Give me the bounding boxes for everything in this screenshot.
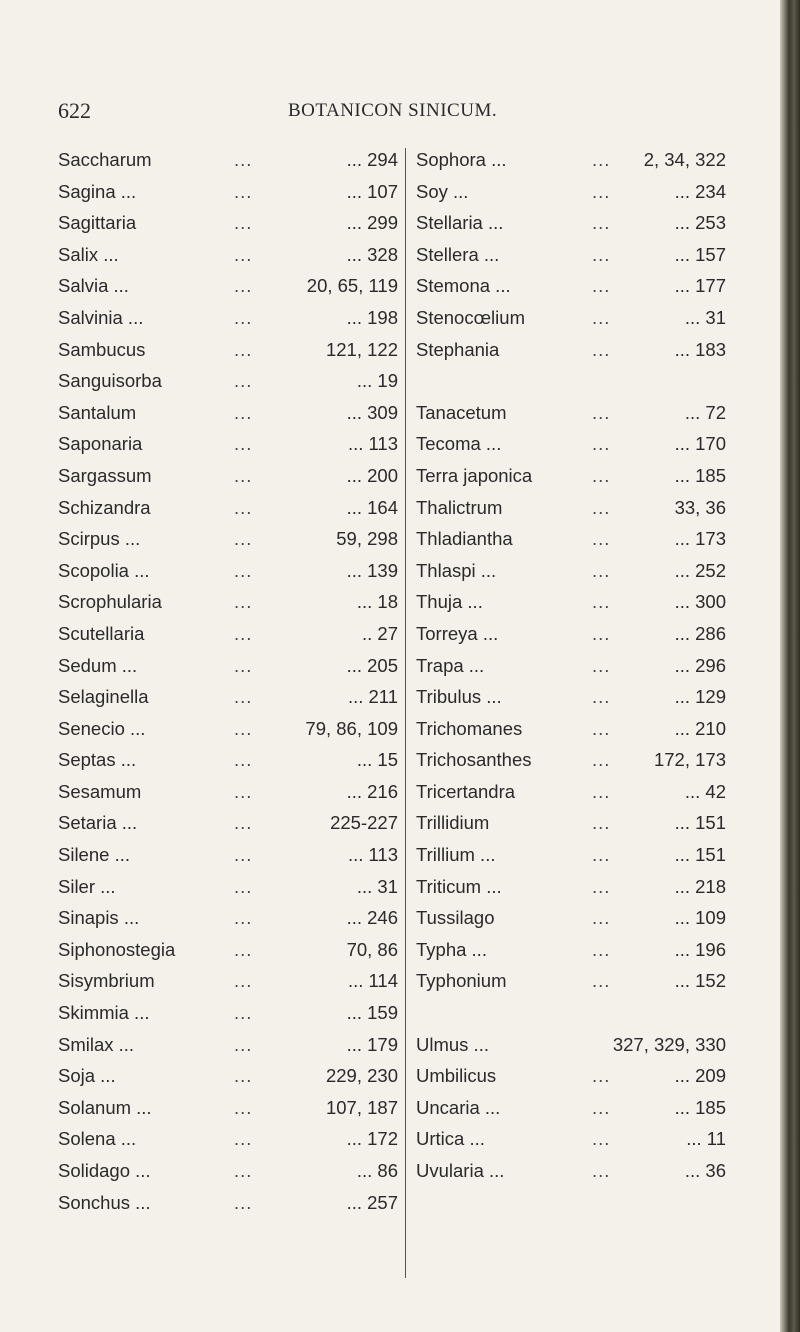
entry-term: Thlaspi ... bbox=[416, 559, 497, 581]
entry-term: Tussilago bbox=[416, 907, 495, 929]
entry-term: Salvia ... bbox=[58, 275, 129, 297]
entry-pages: ... 196 bbox=[674, 938, 726, 960]
entry-term: Siphonostegia bbox=[58, 938, 176, 960]
entry-leader-dots: ... bbox=[592, 149, 611, 170]
entry-pages: ... 177 bbox=[674, 275, 726, 297]
entry-term: Scopolia ... bbox=[58, 559, 150, 581]
entry-term: Scrophularia bbox=[58, 591, 162, 613]
entry-leader-dots: ... bbox=[234, 970, 253, 992]
entry-term: Stemona ... bbox=[416, 275, 511, 297]
entry-term: Sagina ... bbox=[58, 180, 137, 202]
entry-pages: ... 246 bbox=[346, 907, 398, 929]
index-entry bbox=[416, 681, 726, 713]
index-entry bbox=[416, 428, 726, 460]
index-entry bbox=[58, 965, 398, 997]
entry-pages: ... 185 bbox=[674, 1096, 726, 1118]
entry-term: Stephania bbox=[416, 338, 500, 360]
entry-pages: ... 185 bbox=[674, 464, 726, 486]
entry-leader-dots: ... bbox=[234, 559, 253, 581]
entry-pages: ... 200 bbox=[346, 464, 398, 486]
index-entry bbox=[416, 807, 726, 839]
entry-term: Stellera ... bbox=[416, 243, 500, 265]
entry-pages: ... 209 bbox=[674, 1065, 726, 1087]
index-entry bbox=[58, 207, 398, 239]
index-entry bbox=[58, 681, 398, 713]
entry-leader-dots: ... bbox=[234, 338, 253, 360]
entry-term: Tribulus ... bbox=[416, 686, 502, 708]
entry-leader-dots: ... bbox=[234, 306, 253, 328]
entry-term: Sesamum bbox=[58, 780, 142, 802]
index-entry bbox=[416, 523, 726, 555]
entry-leader-dots: ... bbox=[592, 749, 611, 771]
entry-term: Sonchus ... bbox=[58, 1191, 151, 1213]
entry-term: Sisymbrium bbox=[58, 970, 155, 992]
entry-leader-dots: ... bbox=[234, 1065, 253, 1087]
entry-leader-dots: ... bbox=[234, 212, 253, 234]
entry-pages: 225-227 bbox=[330, 812, 398, 834]
entry-term: Stenocœlium bbox=[416, 306, 525, 328]
entry-term: Uncaria ... bbox=[416, 1096, 501, 1118]
entry-term: Thalictrum bbox=[416, 496, 503, 518]
index-entry bbox=[416, 586, 726, 618]
entry-term: Torreya ... bbox=[416, 622, 499, 644]
entry-pages: ... 159 bbox=[346, 1002, 398, 1024]
entry-leader-dots: ... bbox=[592, 306, 611, 328]
entry-leader-dots: ... bbox=[592, 464, 611, 486]
entry-pages: ... 113 bbox=[347, 433, 398, 455]
index-entry bbox=[58, 1060, 398, 1092]
letter-section-gap bbox=[416, 365, 726, 397]
column-divider bbox=[405, 148, 406, 1278]
entry-pages: ... 257 bbox=[346, 1191, 398, 1213]
entry-term: Uvularia ... bbox=[416, 1160, 505, 1181]
index-entry bbox=[58, 555, 398, 587]
index-entry bbox=[416, 207, 726, 239]
entry-leader-dots: ... bbox=[592, 275, 611, 297]
entry-pages: ... 294 bbox=[346, 149, 398, 170]
entry-leader-dots: ... bbox=[592, 780, 611, 802]
index-entry bbox=[416, 176, 726, 208]
entry-pages: 327, 329, 330 bbox=[612, 1033, 726, 1055]
index-entry bbox=[416, 334, 726, 366]
entry-leader-dots: ... bbox=[592, 559, 611, 581]
entry-pages: ... 205 bbox=[346, 654, 398, 676]
entry-pages: ... 253 bbox=[674, 212, 726, 234]
index-entry bbox=[58, 902, 398, 934]
entry-term: Typha ... bbox=[416, 938, 487, 960]
entry-term: Septas ... bbox=[58, 749, 137, 771]
entry-pages: ... 151 bbox=[674, 844, 726, 866]
entry-pages: 121, 122 bbox=[325, 338, 398, 360]
entry-term: Silene ... bbox=[58, 844, 130, 866]
entry-term: Soy ... bbox=[416, 180, 469, 202]
entry-leader-dots: ... bbox=[234, 1002, 253, 1024]
entry-term: Thuja ... bbox=[416, 591, 483, 613]
index-entry bbox=[416, 1060, 726, 1092]
index-entry bbox=[416, 492, 726, 524]
entry-pages: 20, 65, 119 bbox=[306, 275, 398, 297]
entry-leader-dots: ... bbox=[234, 938, 253, 960]
entry-pages: ... 15 bbox=[356, 749, 398, 771]
entry-leader-dots: ... bbox=[592, 212, 611, 234]
entry-term: Setaria ... bbox=[58, 812, 138, 834]
entry-leader-dots: ... bbox=[592, 622, 611, 644]
entry-pages: ... 173 bbox=[674, 528, 726, 550]
entry-leader-dots: ... bbox=[234, 1191, 253, 1213]
entry-pages: 107, 187 bbox=[325, 1096, 398, 1118]
entry-leader-dots: ... bbox=[592, 686, 611, 708]
entry-leader-dots: ... bbox=[234, 1128, 253, 1150]
entry-leader-dots: ... bbox=[234, 907, 253, 929]
entry-pages: ... 18 bbox=[356, 591, 398, 613]
index-entry bbox=[58, 871, 398, 903]
entry-leader-dots: ... bbox=[234, 149, 253, 170]
entry-term: Selaginella bbox=[58, 686, 149, 708]
entry-leader-dots: ... bbox=[592, 844, 611, 866]
entry-pages: ... 109 bbox=[674, 907, 726, 929]
entry-leader-dots: ... bbox=[234, 401, 253, 423]
entry-leader-dots: ... bbox=[234, 780, 253, 802]
index-entry bbox=[416, 1029, 726, 1061]
entry-pages: ... 86 bbox=[356, 1160, 398, 1181]
entry-pages: ... 328 bbox=[346, 243, 398, 265]
entry-pages: ... 198 bbox=[346, 306, 398, 328]
entry-pages: ... 31 bbox=[356, 875, 398, 897]
entry-pages: ... 114 bbox=[347, 970, 398, 992]
entry-term: Salvinia ... bbox=[58, 306, 144, 328]
entry-term: Sophora ... bbox=[416, 149, 507, 170]
index-entry bbox=[58, 1187, 398, 1219]
index-entry bbox=[58, 365, 398, 397]
index-entry bbox=[416, 713, 726, 745]
entry-term: Schizandra bbox=[58, 496, 151, 518]
entry-term: Santalum bbox=[58, 401, 137, 423]
index-entry bbox=[58, 270, 398, 302]
entry-pages: ... 164 bbox=[346, 496, 398, 518]
entry-term: Smilax ... bbox=[58, 1033, 135, 1055]
index-entry bbox=[416, 1092, 726, 1124]
index-entry bbox=[416, 965, 726, 997]
entry-leader-dots: ... bbox=[592, 1160, 611, 1181]
entry-term: Terra japonica bbox=[416, 464, 533, 486]
entry-term: Sagittaria bbox=[58, 212, 137, 234]
index-entry bbox=[58, 997, 398, 1029]
index-entry bbox=[58, 239, 398, 271]
entry-leader-dots: ... bbox=[234, 1033, 253, 1055]
entry-term: Solena ... bbox=[58, 1128, 137, 1150]
entry-pages: 229, 230 bbox=[325, 1065, 398, 1087]
entry-leader-dots: ... bbox=[234, 496, 253, 518]
index-entry bbox=[58, 144, 398, 176]
index-entry bbox=[58, 334, 398, 366]
entry-term: Trapa ... bbox=[416, 654, 485, 676]
entry-pages: 2, 34, 322 bbox=[643, 149, 726, 170]
index-entry bbox=[416, 934, 726, 966]
entry-leader-dots: ... bbox=[234, 875, 253, 897]
index-entry bbox=[416, 397, 726, 429]
entry-pages: ... 309 bbox=[346, 401, 398, 423]
index-entry bbox=[58, 460, 398, 492]
entry-leader-dots: ... bbox=[234, 243, 253, 265]
entry-leader-dots: ... bbox=[234, 1160, 253, 1181]
entry-leader-dots: ... bbox=[592, 528, 611, 550]
entry-pages: ... 172 bbox=[346, 1128, 398, 1150]
entry-pages: ... 129 bbox=[674, 686, 726, 708]
index-entry bbox=[58, 523, 398, 555]
index-entry bbox=[58, 934, 398, 966]
entry-pages: ... 19 bbox=[356, 370, 398, 392]
entry-pages: ... 210 bbox=[674, 717, 726, 739]
entry-term: Sambucus bbox=[58, 338, 146, 360]
entry-leader-dots: ... bbox=[234, 275, 253, 297]
entry-leader-dots: ... bbox=[234, 749, 253, 771]
entry-term: Thladiantha bbox=[416, 528, 513, 550]
entry-leader-dots: ... bbox=[592, 496, 611, 518]
entry-term: Siler ... bbox=[58, 875, 116, 897]
entry-leader-dots: ... bbox=[234, 654, 253, 676]
entry-pages: ... 72 bbox=[684, 401, 726, 423]
index-entry bbox=[416, 871, 726, 903]
index-entry bbox=[416, 239, 726, 271]
index-entry bbox=[58, 650, 398, 682]
index-entry bbox=[416, 744, 726, 776]
index-entry bbox=[416, 460, 726, 492]
entry-pages: ... 157 bbox=[674, 243, 726, 265]
entry-term: Skimmia ... bbox=[58, 1002, 150, 1024]
entry-pages: ... 252 bbox=[674, 559, 726, 581]
index-entry bbox=[416, 650, 726, 682]
entry-leader-dots: ... bbox=[592, 243, 611, 265]
entry-pages: ... 36 bbox=[684, 1160, 726, 1181]
entry-pages: 59, 298 bbox=[336, 528, 398, 550]
entry-leader-dots: ... bbox=[592, 907, 611, 929]
entry-pages: 79, 86, 109 bbox=[305, 717, 398, 739]
entry-leader-dots: ... bbox=[234, 1096, 253, 1118]
entry-term: Sargassum bbox=[58, 464, 152, 486]
entry-leader-dots: ... bbox=[592, 1065, 611, 1087]
entry-term: Senecio ... bbox=[58, 717, 146, 739]
index-entry bbox=[58, 428, 398, 460]
entry-pages: ... 211 bbox=[347, 686, 398, 708]
page-header bbox=[58, 98, 578, 128]
entry-leader-dots: ... bbox=[234, 591, 253, 613]
index-entry bbox=[58, 1029, 398, 1061]
index-column-right bbox=[416, 144, 726, 1187]
index-entry bbox=[416, 270, 726, 302]
entry-leader-dots: ... bbox=[592, 338, 611, 360]
index-entry bbox=[416, 144, 726, 176]
entry-term: Scirpus ... bbox=[58, 528, 141, 550]
entry-term: Solidago ... bbox=[58, 1160, 151, 1181]
page-number: 622 bbox=[58, 98, 91, 123]
entry-pages: .. 27 bbox=[362, 622, 398, 644]
entry-pages: ... 151 bbox=[674, 812, 726, 834]
entry-leader-dots: ... bbox=[234, 528, 253, 550]
index-entry bbox=[416, 902, 726, 934]
entry-leader-dots: ... bbox=[592, 1096, 611, 1118]
entry-term: Trillium ... bbox=[416, 844, 496, 866]
entry-term: Sinapis ... bbox=[58, 907, 140, 929]
entry-term: Ulmus ... bbox=[416, 1033, 489, 1055]
entry-pages: 70, 86 bbox=[346, 938, 398, 960]
entry-leader-dots: ... bbox=[592, 970, 611, 992]
entry-term: Tecoma ... bbox=[416, 433, 502, 455]
index-entry bbox=[416, 776, 726, 808]
entry-pages: ... 11 bbox=[686, 1128, 726, 1150]
entry-pages: ... 216 bbox=[346, 780, 398, 802]
index-entry bbox=[58, 586, 398, 618]
index-entry bbox=[416, 618, 726, 650]
entry-term: Saponaria bbox=[58, 433, 143, 455]
entry-pages: 33, 36 bbox=[674, 496, 726, 518]
index-entry bbox=[58, 1155, 398, 1187]
entry-leader-dots: ... bbox=[234, 370, 253, 392]
entry-pages: ... 152 bbox=[674, 970, 726, 992]
entry-term: Trichosanthes bbox=[416, 749, 532, 771]
index-entry bbox=[58, 302, 398, 334]
entry-leader-dots: ... bbox=[592, 591, 611, 613]
letter-section-gap bbox=[416, 997, 726, 1029]
entry-pages: ... 299 bbox=[346, 212, 398, 234]
entry-pages: ... 286 bbox=[674, 622, 726, 644]
entry-pages: ... 179 bbox=[346, 1033, 398, 1055]
entry-term: Sedum ... bbox=[58, 654, 138, 676]
page-edge-shadow bbox=[780, 0, 800, 1332]
entry-term: Scutellaria bbox=[58, 622, 145, 644]
entry-pages: ... 300 bbox=[674, 591, 726, 613]
entry-leader-dots: ... bbox=[592, 433, 611, 455]
index-entry bbox=[416, 555, 726, 587]
index-entry bbox=[58, 1092, 398, 1124]
entry-term: Trichomanes bbox=[416, 717, 523, 739]
running-head: BOTANICON SINICUM. bbox=[288, 100, 498, 121]
entry-pages: ... 31 bbox=[684, 306, 726, 328]
entry-leader-dots: ... bbox=[234, 622, 253, 644]
entry-term: Tanacetum bbox=[416, 401, 507, 423]
entry-term: Trillidium bbox=[416, 812, 490, 834]
entry-leader-dots: ... bbox=[234, 812, 253, 834]
entry-pages: ... 42 bbox=[684, 780, 726, 802]
entry-leader-dots: ... bbox=[592, 875, 611, 897]
entry-leader-dots: ... bbox=[592, 812, 611, 834]
entry-pages: ... 170 bbox=[674, 433, 726, 455]
index-entry bbox=[58, 397, 398, 429]
index-entry bbox=[58, 492, 398, 524]
entry-term: Solanum ... bbox=[58, 1096, 152, 1118]
entry-term: Stellaria ... bbox=[416, 212, 504, 234]
index-entry bbox=[58, 807, 398, 839]
entry-term: Soja ... bbox=[58, 1065, 116, 1087]
index-entry bbox=[58, 176, 398, 208]
index-entry bbox=[416, 1155, 726, 1187]
entry-pages: ... 234 bbox=[674, 180, 726, 202]
entry-term: Sanguisorba bbox=[58, 370, 162, 392]
entry-term: Salix ... bbox=[58, 243, 119, 265]
entry-leader-dots: ... bbox=[234, 433, 253, 455]
index-entry bbox=[58, 618, 398, 650]
entry-pages: ... 296 bbox=[674, 654, 726, 676]
entry-leader-dots: ... bbox=[592, 401, 611, 423]
index-entry bbox=[58, 839, 398, 871]
entry-leader-dots: ... bbox=[234, 844, 253, 866]
index-entry bbox=[416, 1123, 726, 1155]
entry-term: Tricertandra bbox=[416, 780, 516, 802]
entry-leader-dots: ... bbox=[234, 686, 253, 708]
entry-leader-dots: ... bbox=[592, 717, 611, 739]
index-column-left bbox=[58, 144, 398, 1218]
entry-pages: ... 113 bbox=[347, 844, 398, 866]
index-entry bbox=[58, 713, 398, 745]
entry-leader-dots: ... bbox=[234, 717, 253, 739]
entry-term: Urtica ... bbox=[416, 1128, 485, 1150]
index-entry bbox=[58, 744, 398, 776]
entry-pages: ... 183 bbox=[674, 338, 726, 360]
index-entry bbox=[416, 302, 726, 334]
entry-pages: 172, 173 bbox=[653, 749, 726, 771]
entry-leader-dots: ... bbox=[234, 464, 253, 486]
entry-pages: ... 218 bbox=[674, 875, 726, 897]
entry-term: Triticum ... bbox=[416, 875, 502, 897]
index-entry bbox=[58, 776, 398, 808]
entry-term: Saccharum bbox=[58, 149, 152, 170]
entry-leader-dots: ... bbox=[592, 654, 611, 676]
entry-term: Umbilicus bbox=[416, 1065, 497, 1087]
entry-leader-dots: ... bbox=[592, 1128, 611, 1150]
entry-leader-dots: ... bbox=[234, 180, 253, 202]
index-entry bbox=[416, 839, 726, 871]
entry-pages: ... 139 bbox=[346, 559, 398, 581]
entry-leader-dots: ... bbox=[592, 938, 611, 960]
index-entry bbox=[58, 1123, 398, 1155]
entry-term: Typhonium bbox=[416, 970, 507, 992]
entry-leader-dots: ... bbox=[592, 180, 611, 202]
entry-pages: ... 107 bbox=[346, 180, 398, 202]
